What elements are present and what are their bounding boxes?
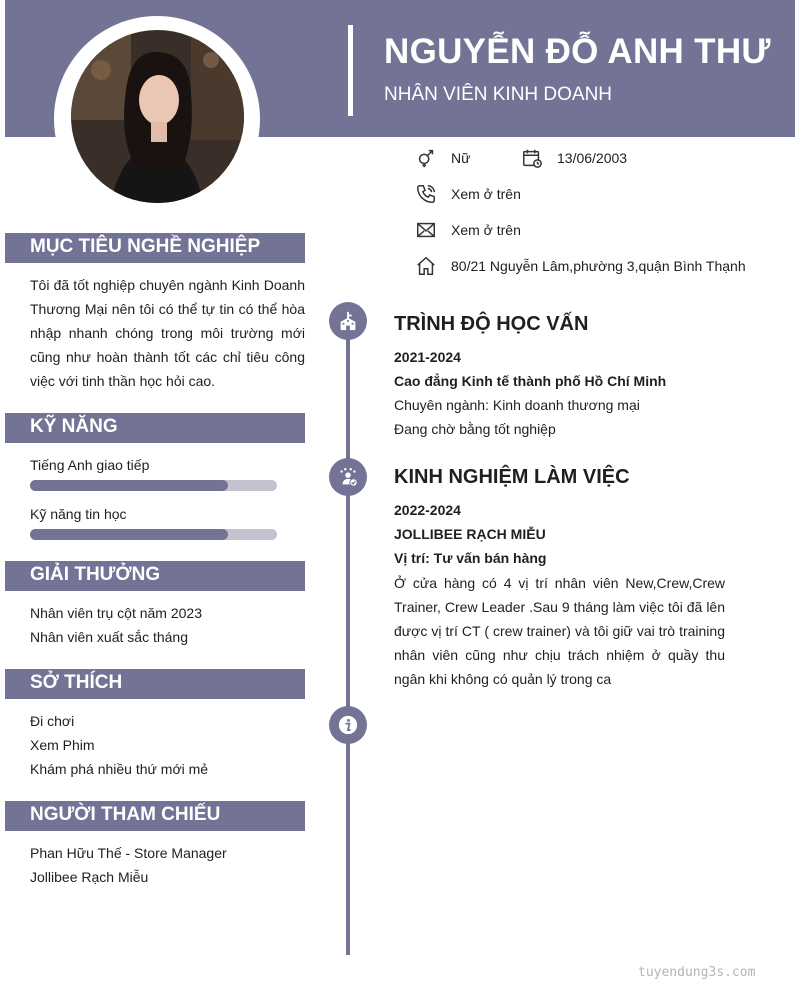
references-header — [5, 801, 305, 831]
address-value: 80/21 Nguyễn Lâm,phường 3,quận Bình Thạnh — [451, 258, 746, 274]
hobby-item: Đi chơi — [30, 713, 75, 729]
experience-description: Ở cửa hàng có 4 vị trí nhân viên New,Crew,Crew Trainer, Crew Leader .Sau 9 tháng làm việc tôi đã lên được vị trí CT ( crew trainer) và tôi giữ vai trò training nhân viên cũng như chịu trách nhiệm ở quầy thu ngân khi không có quản lý trong ca — [394, 575, 725, 687]
education-title: TRÌNH ĐỘ HỌC VẤN — [394, 313, 589, 335]
gender-icon — [415, 147, 437, 169]
skill-bar — [30, 480, 277, 491]
award-item: Nhân viên trụ cột năm 2023 — [30, 605, 202, 621]
skill-bar-fill — [30, 480, 228, 491]
job-title: NHÂN VIÊN KINH DOANH — [384, 84, 613, 105]
header-divider — [348, 25, 353, 116]
calendar-icon — [521, 147, 543, 169]
hobby-item: Khám phá nhiều thứ mới mẻ — [30, 761, 209, 777]
info-icon — [329, 706, 367, 744]
skill-bar-fill — [30, 529, 228, 540]
phone-row — [415, 183, 521, 205]
mail-icon — [415, 219, 437, 241]
skills-title: KỸ NĂNG — [30, 416, 118, 437]
education-status: Đang chờ bằng tốt nghiệp — [394, 421, 556, 437]
education-school: Cao đẳng Kinh tế thành phố Hồ Chí Minh — [394, 373, 667, 389]
skill-label: Kỹ năng tin học — [30, 506, 127, 522]
skill-bar — [30, 529, 277, 540]
references-title: NGƯỜI THAM CHIẾU — [30, 804, 221, 825]
skill-label: Tiếng Anh giao tiếp — [30, 457, 150, 473]
experience-company: JOLLIBEE RẠCH MIỄU — [394, 526, 546, 542]
awards-header — [5, 561, 305, 591]
gender-row — [415, 147, 470, 169]
birthday-value: 13/06/2003 — [557, 150, 628, 166]
avatar — [71, 30, 244, 203]
school-icon — [329, 302, 367, 340]
home-icon — [415, 255, 437, 277]
education-major: Chuyên ngành: Kinh doanh thương mại — [394, 397, 640, 413]
hobby-item: Xem Phim — [30, 737, 95, 753]
phone-value: Xem ở trên — [451, 186, 521, 202]
reference-item: Jollibee Rạch Miễu — [30, 869, 149, 885]
skills-header — [5, 413, 305, 443]
award-item: Nhân viên xuất sắc tháng — [30, 629, 188, 645]
candidate-name: NGUYỄN ĐỖ ANH THƯ — [384, 32, 771, 71]
experience-position: Vị trí: Tư vấn bán hàng — [394, 550, 547, 566]
objective-header — [5, 233, 305, 263]
birthday-row — [521, 147, 627, 169]
email-row — [415, 219, 521, 241]
hobbies-header — [5, 669, 305, 699]
timeline-line — [346, 320, 350, 955]
awards-title: GIẢI THƯỞNG — [30, 564, 161, 585]
email-value: Xem ở trên — [451, 222, 521, 238]
hobbies-title: SỞ THÍCH — [30, 672, 123, 693]
experience-period: 2022-2024 — [394, 502, 461, 518]
experience-title: KINH NGHIỆM LÀM VIỆC — [394, 466, 630, 488]
objective-text: Tôi đã tốt nghiệp chuyên ngành Kinh Doanh Thương Mại nên tôi có thể tự tin có thể hòa nhập nhanh chóng trong môi trường mới cũng như hoàn thành tốt các chỉ tiêu công việc với tinh thần học hỏi cao. — [30, 277, 305, 389]
reference-item: Phan Hữu Thế - Store Manager — [30, 845, 227, 861]
education-period: 2021-2024 — [394, 349, 461, 365]
phone-icon — [415, 183, 437, 205]
watermark: tuyendung3s.com — [638, 965, 756, 980]
team-icon — [329, 458, 367, 496]
address-row — [415, 255, 746, 277]
objective-title: MỤC TIÊU NGHỀ NGHIỆP — [30, 236, 261, 257]
gender-value: Nữ — [451, 150, 471, 166]
